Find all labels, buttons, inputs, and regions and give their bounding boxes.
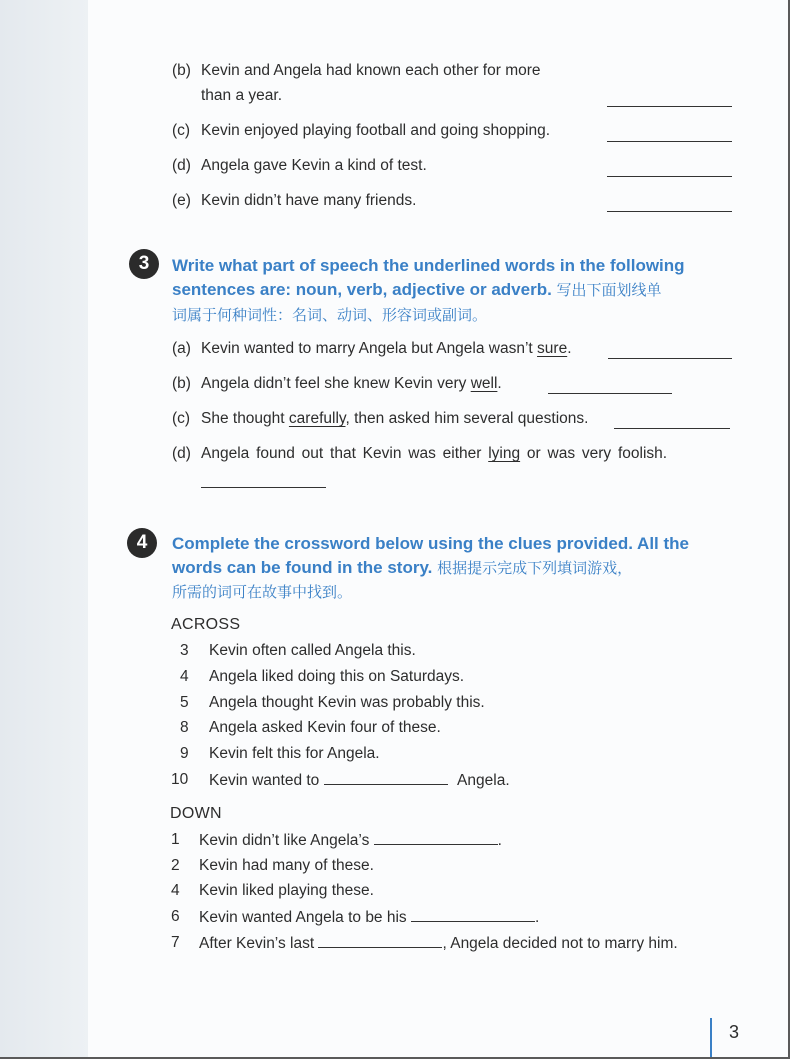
clue-text: Angela asked Kevin four of these. [209,719,441,736]
sentence-text: Angela found out that Kevin was either [201,445,489,462]
underlined-word: lying [488,445,521,462]
clue-number: 4 [180,668,189,685]
clue-text: Kevin liked playing these. [199,882,374,899]
clue-pre: Kevin didn’t like Angela’s [199,832,374,849]
item-letter: (b) [172,375,191,392]
section-4-heading-line2 [172,556,632,580]
clue-number: 4 [171,882,180,899]
item-letter: (a) [172,340,191,357]
heading-cn: 根据提示完成下列填词游戏， [437,559,633,577]
answer-blank[interactable] [608,358,732,359]
clue-number: 7 [171,934,180,951]
section-3-heading-line2 [172,278,662,302]
clue-post: Angela. [453,772,510,789]
item-letter: (e) [172,192,191,209]
answer-blank[interactable] [614,428,730,429]
item-letter: (c) [172,410,191,427]
section-3-number-badge: 3 [129,249,159,279]
section-4-number-badge: 4 [127,528,157,558]
page-number: 3 [729,1022,740,1042]
answer-blank[interactable] [607,106,732,107]
answer-blank[interactable] [411,907,535,922]
clue-text: Kevin felt this for Angela. [209,745,380,762]
sentence-text: Angela didn’t feel she knew Kevin very [201,375,471,392]
section-3-heading-line1: Write what part of speech the underlined words in the following [172,256,685,275]
down-label: DOWN [170,805,222,822]
clue-text: Kevin had many of these. [199,857,374,874]
clue-pre: After Kevin’s last [199,935,319,952]
answer-blank[interactable] [201,487,326,488]
clue-number: 1 [171,831,180,848]
item-sentence [201,339,572,359]
clue-text [199,830,502,851]
clue-number: 10 [171,771,189,788]
clue-text: Kevin often called Angela this. [209,642,416,659]
sentence-text: , then asked him several questions. [345,410,589,427]
clue-number: 2 [171,857,180,874]
sentence-text: Kevin wanted to marry Angela but Angela wasn’t [201,340,538,357]
underlined-word: well [470,375,498,392]
item-sentence [201,374,502,394]
clue-text: Angela thought Kevin was probably this. [209,694,485,711]
clue-pre: Kevin wanted Angela to be his [199,909,411,926]
page [88,0,790,1059]
item-text: Kevin enjoyed playing football and going shopping. [201,122,551,139]
answer-blank[interactable] [548,393,672,394]
sentence-text: She thought [201,410,289,427]
item-text: Kevin didn’t have many friends. [201,192,417,209]
heading-cn: 写出下面划线单 [556,281,662,299]
answer-blank[interactable] [607,176,732,177]
heading-en: sentences are: noun, verb, adjective or adverb. [172,280,552,299]
clue-number: 8 [180,719,189,736]
clue-text [209,770,510,791]
sentence-text: or was very foolish. [520,445,668,462]
clue-number: 9 [180,745,189,762]
left-margin-strip [0,0,88,1059]
clue-number: 3 [180,642,189,659]
section-4-heading-line1: Complete the crossword below using the clues provided. All the [172,534,690,553]
item-sentence [201,409,588,429]
item-letter: (d) [172,445,191,462]
clue-post: , Angela decided not to marry him. [442,935,678,952]
item-text: Kevin and Angela had known each other for more [201,62,541,79]
section-4-heading-line3: 所需的词可在故事中找到。 [172,583,353,601]
item-letter: (c) [172,122,191,139]
answer-blank[interactable] [318,933,442,948]
sentence-text: . [567,340,572,357]
answer-blank[interactable] [607,211,732,212]
clue-number: 6 [171,908,180,925]
answer-blank[interactable] [374,830,498,845]
clue-text: Angela liked doing this on Saturdays. [209,668,465,685]
clue-number: 5 [180,694,189,711]
underlined-word: carefully [288,410,346,427]
item-text-cont: than a year. [201,87,283,104]
item-text: Angela gave Kevin a kind of test. [201,157,427,174]
heading-en: words can be found in the story. [172,558,433,577]
clue-post: . [497,832,502,849]
clue-post: . [534,909,540,926]
clue-pre: Kevin wanted to [209,772,324,789]
sentence-text: . [497,375,502,392]
answer-blank[interactable] [607,141,732,142]
item-letter: (b) [172,62,191,79]
clue-text [199,933,678,954]
clue-text [199,907,539,928]
item-letter: (d) [172,157,191,174]
answer-blank[interactable] [324,770,448,785]
underlined-word: sure [537,340,568,357]
page-number-rule [710,1018,712,1059]
item-sentence [201,444,667,464]
across-label: ACROSS [171,616,241,633]
section-3-heading-line3: 词属于何种词性：名词、动词、形容词或副词。 [172,306,488,324]
